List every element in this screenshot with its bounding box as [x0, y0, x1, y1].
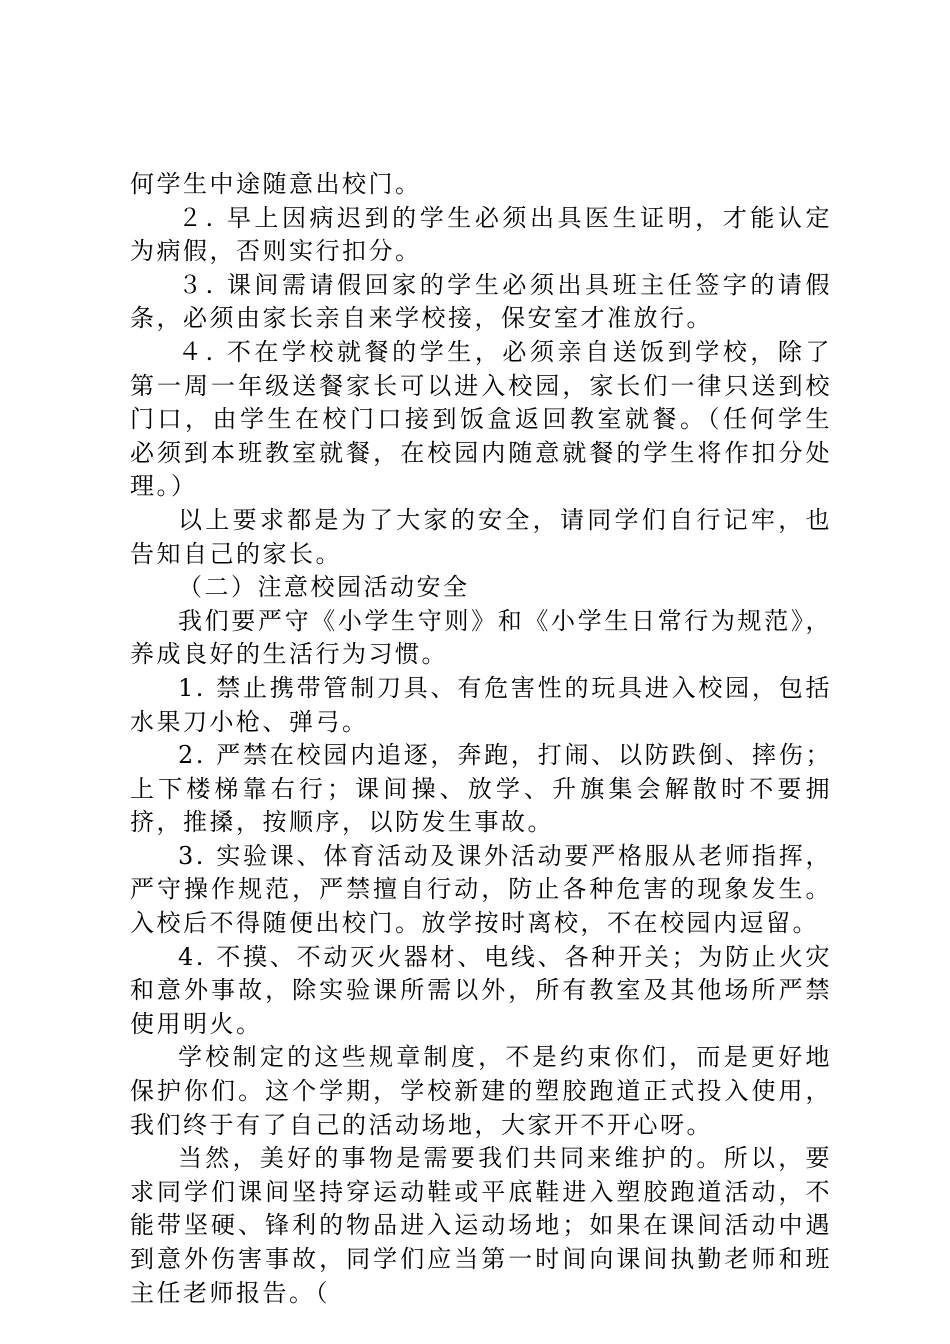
paragraph-activity-rule-2: 2. 严禁在校园内追逐，奔跑，打闹、以防跌倒、摔伤；上下楼梯靠右行；课间操、放学、升旗集会解散时不要拥挤，推搡，按顺序，以防发生事故。 — [130, 741, 832, 837]
paragraph-summary: 以上要求都是为了大家的安全，请同学们自行记牢，也告知自己的家长。 — [130, 505, 832, 568]
paragraph-track-usage: 当然，美好的事物是需要我们共同来维护的。所以，要求同学们课间坚持穿运动鞋或平底鞋进入塑胶跑道活动，不能带坚硬、锋利的物品进入运动场地；如果在课间活动中遇到意外伤害事故，同学们应当第一时间向课间执勤老师和班主任老师报告。（ — [130, 1144, 832, 1307]
paragraph-rule-2-sick-late: ２. 早上因病迟到的学生必须出具医生证明，才能认定为病假，否则实行扣分。 — [130, 203, 832, 266]
paragraph-rule-4-meals: ４. 不在学校就餐的学生，必须亲自送饭到学校，除了第一周一年级送餐家长可以进入校园，家长们一律只送到校门口，由学生在校门口接到饭盒返回教室就餐。（任何学生必须到本班教室就餐，在校园内随意就餐的学生将作扣分处理。） — [130, 337, 832, 501]
paragraph-rules-purpose: 学校制定的这些规章制度，不是约束你们，而是更好地保护你们。这个学期，学校新建的塑胶跑道正式投入使用，我们终于有了自己的活动场地，大家开不开心呀。 — [130, 1043, 832, 1139]
paragraph-rule-3-leave-note: ３. 课间需请假回家的学生必须出具班主任签字的请假条，必须由家长亲自来学校接，保安室才准放行。 — [130, 270, 832, 333]
paragraph-continuation: 何学生中途随意出校门。 — [130, 170, 422, 198]
paragraph-activity-rule-4: 4. 不摸、不动灭火器材、电线、各种开关；为防止火灾和意外事故，除实验课所需以外，所有教室及其他场所严禁使用明火。 — [130, 942, 832, 1038]
paragraph-code-of-conduct: 我们要严守《小学生守则》和《小学生日常行为规范》，养成良好的生活行为习惯。 — [130, 606, 832, 669]
document-body — [130, 168, 832, 1310]
section-heading-campus-activity-safety: （二）注意校园活动安全 — [178, 573, 470, 602]
paragraph-activity-rule-1: 1. 禁止携带管制刀具、有危害性的玩具进入校园，包括水果刀小枪、弹弓。 — [130, 673, 832, 736]
paragraph-activity-rule-3: 3. 实验课、体育活动及课外活动要严格服从老师指挥，严守操作规范，严禁擅自行动，防止各种危害的现象发生。入校后不得随便出校门。放学按时离校，不在校园内逗留。 — [130, 841, 832, 938]
